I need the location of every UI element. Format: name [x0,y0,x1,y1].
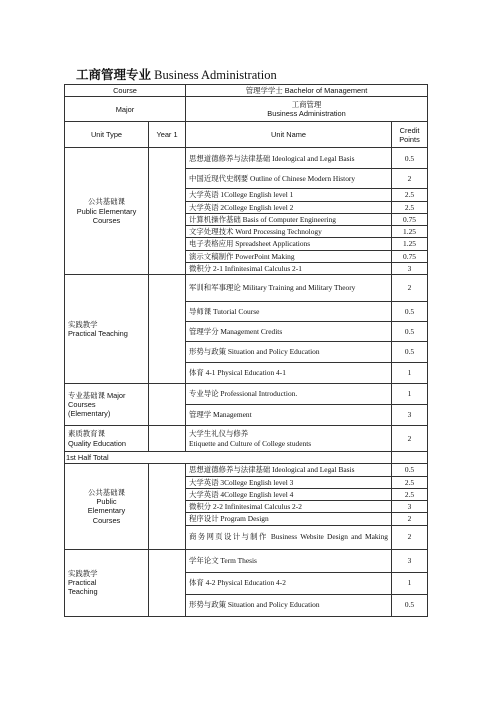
header-row-major [65,97,428,122]
major-value [186,97,428,122]
year-cell [149,148,186,275]
credit-header-line2: Points [399,134,420,144]
unit-name-line: 大学生礼仪与修养 [189,429,249,439]
unit-type-public-elementary [65,148,149,275]
half-total-label: 1st Half Total [65,452,392,464]
unit-type-public-elementary-2 [65,464,149,549]
table-row [65,549,428,572]
unit-type-en: Public Elementary [76,206,137,216]
major-label: Major [65,97,186,122]
unit-type-quality-education [65,426,149,452]
unit-type-line: Quality Education [68,438,126,448]
credit-value: 2 [392,426,428,452]
unit-name: 大学英语 2College English level 2 [186,201,392,213]
unit-name-header: Unit Name [186,122,392,148]
page-title-en: Business Administration [154,68,277,82]
unit-name: 形势与政策 Situation and Policy Education [186,342,392,363]
credit-value: 0.5 [392,148,428,169]
table-row [65,426,428,452]
credit-value: 3 [392,549,428,572]
unit-name: 大学英语 3College English level 3 [186,476,392,488]
curriculum-table [64,84,428,617]
credit-value: 2 [392,275,428,302]
year-cell [149,384,186,426]
unit-name: 商务网页设计与制作 Business Website Design and Making [186,525,392,549]
unit-type-line: Courses [92,515,121,525]
credit-value: 0.5 [392,302,428,322]
credit-value: 3 [392,405,428,426]
year-cell [149,426,186,452]
unit-type-cn: 实践教学 [68,319,98,329]
credit-value: 2 [392,525,428,549]
credit-value: 2.5 [392,201,428,213]
credit-value: 0.5 [392,594,428,616]
credit-value: 0.75 [392,250,428,262]
unit-name: 军训和军事理论 Military Training and Military Theory [186,275,392,302]
unit-name: 学年论文 Term Thesis [186,549,392,572]
credit-value: 1 [392,384,428,405]
credit-value: 1.25 [392,226,428,238]
unit-type-header: Unit Type [65,122,149,148]
unit-type-en: Practical Teaching [68,329,128,338]
credit-header [392,122,428,148]
unit-type-line: 专业基础课 Major [68,390,126,400]
credit-header-line1: Credit [399,125,420,135]
table-row [65,148,428,169]
credit-value: 2.5 [392,189,428,201]
unit-name: 大学英语 4College English level 4 [186,488,392,500]
year-cell [149,549,186,616]
major-en: Business Administration [267,109,346,119]
major-cn: 工商管理 [291,100,322,109]
unit-name: 思想道德修养与法律基础 Ideological and Legal Basis [186,464,392,476]
credit-value: 0.5 [392,464,428,476]
unit-name: 计算机操作基础 Basis of Computer Engineering [186,213,392,225]
unit-name: 大学英语 1College English level 1 [186,189,392,201]
unit-type-cn: 公共基础课 [88,197,125,207]
unit-type-line: 实践教学 [68,568,98,578]
credit-value: 2 [392,513,428,525]
table-row [65,275,428,302]
unit-name: 管理学分 Management Credits [186,322,392,342]
table-row [65,384,428,405]
year-header: Year 1 [149,122,186,148]
unit-name: 中国近现代史纲要 Outline of Chinese Modern History [186,169,392,189]
unit-type-line: Public [96,497,117,507]
credit-value: 1 [392,363,428,384]
unit-name: 电子表格应用 Spreadsheet Applications [186,238,392,250]
credit-value: 0.5 [392,342,428,363]
credit-value: 3 [392,262,428,274]
unit-name: 体育 4-2 Physical Education 4-2 [186,572,392,594]
year-cell [149,275,186,384]
unit-name: 导师课 Tutorial Course [186,302,392,322]
unit-type-practical-teaching [65,275,149,384]
unit-name [186,426,392,452]
page-title [76,65,277,83]
unit-name: 形势与政策 Situation and Policy Education [186,594,392,616]
half-total-value [392,452,428,464]
credit-value: 0.5 [392,322,428,342]
credit-value: 2 [392,169,428,189]
unit-name: 管理学 Management [186,405,392,426]
credit-value: 1 [392,572,428,594]
unit-name: 微积分 2-2 Infinitesimal Calculus 2-2 [186,501,392,513]
unit-type-line: (Elementary) [68,409,111,419]
half-total-row [65,452,428,464]
unit-name: 文字处理技术 Word Processing Technology [186,226,392,238]
header-row-columns [65,122,428,148]
unit-name: 专业导论 Professional Introduction. [186,384,392,405]
unit-type-practical-teaching-2 [65,549,149,616]
unit-type-line: 素质教育课 [68,429,105,439]
unit-name: 思想道德修养与法律基础 Ideological and Legal Basis [186,148,392,169]
unit-type-line: Elementary [87,506,126,516]
unit-name: 程序设计 Program Design [186,513,392,525]
unit-type-en: Courses [92,215,121,225]
credit-value: 1.25 [392,238,428,250]
year-cell [149,464,186,549]
unit-type-line: Practical [68,577,97,587]
course-value: 管理学学士 Bachelor of Management [186,85,428,97]
unit-type-line: Teaching [68,587,98,597]
page-title-cn: 工商管理专业 [76,68,152,82]
unit-name: 演示文稿制作 PowerPoint Making [186,250,392,262]
table-row [65,464,428,476]
unit-name: 微积分 2-1 Infinitesimal Calculus 2-1 [186,262,392,274]
unit-type-line: 公共基础课 [88,487,125,497]
credit-value: 2.5 [392,476,428,488]
unit-name-line: Etiquette and Culture of College students [189,438,312,448]
unit-name: 体育 4-1 Physical Education 4-1 [186,363,392,384]
credit-value: 3 [392,501,428,513]
unit-type-major-courses [65,384,149,426]
unit-type-line: Courses [68,399,96,409]
credit-value: 2.5 [392,488,428,500]
credit-value: 0.75 [392,213,428,225]
header-row-course [65,85,428,97]
course-label: Course [65,85,186,97]
